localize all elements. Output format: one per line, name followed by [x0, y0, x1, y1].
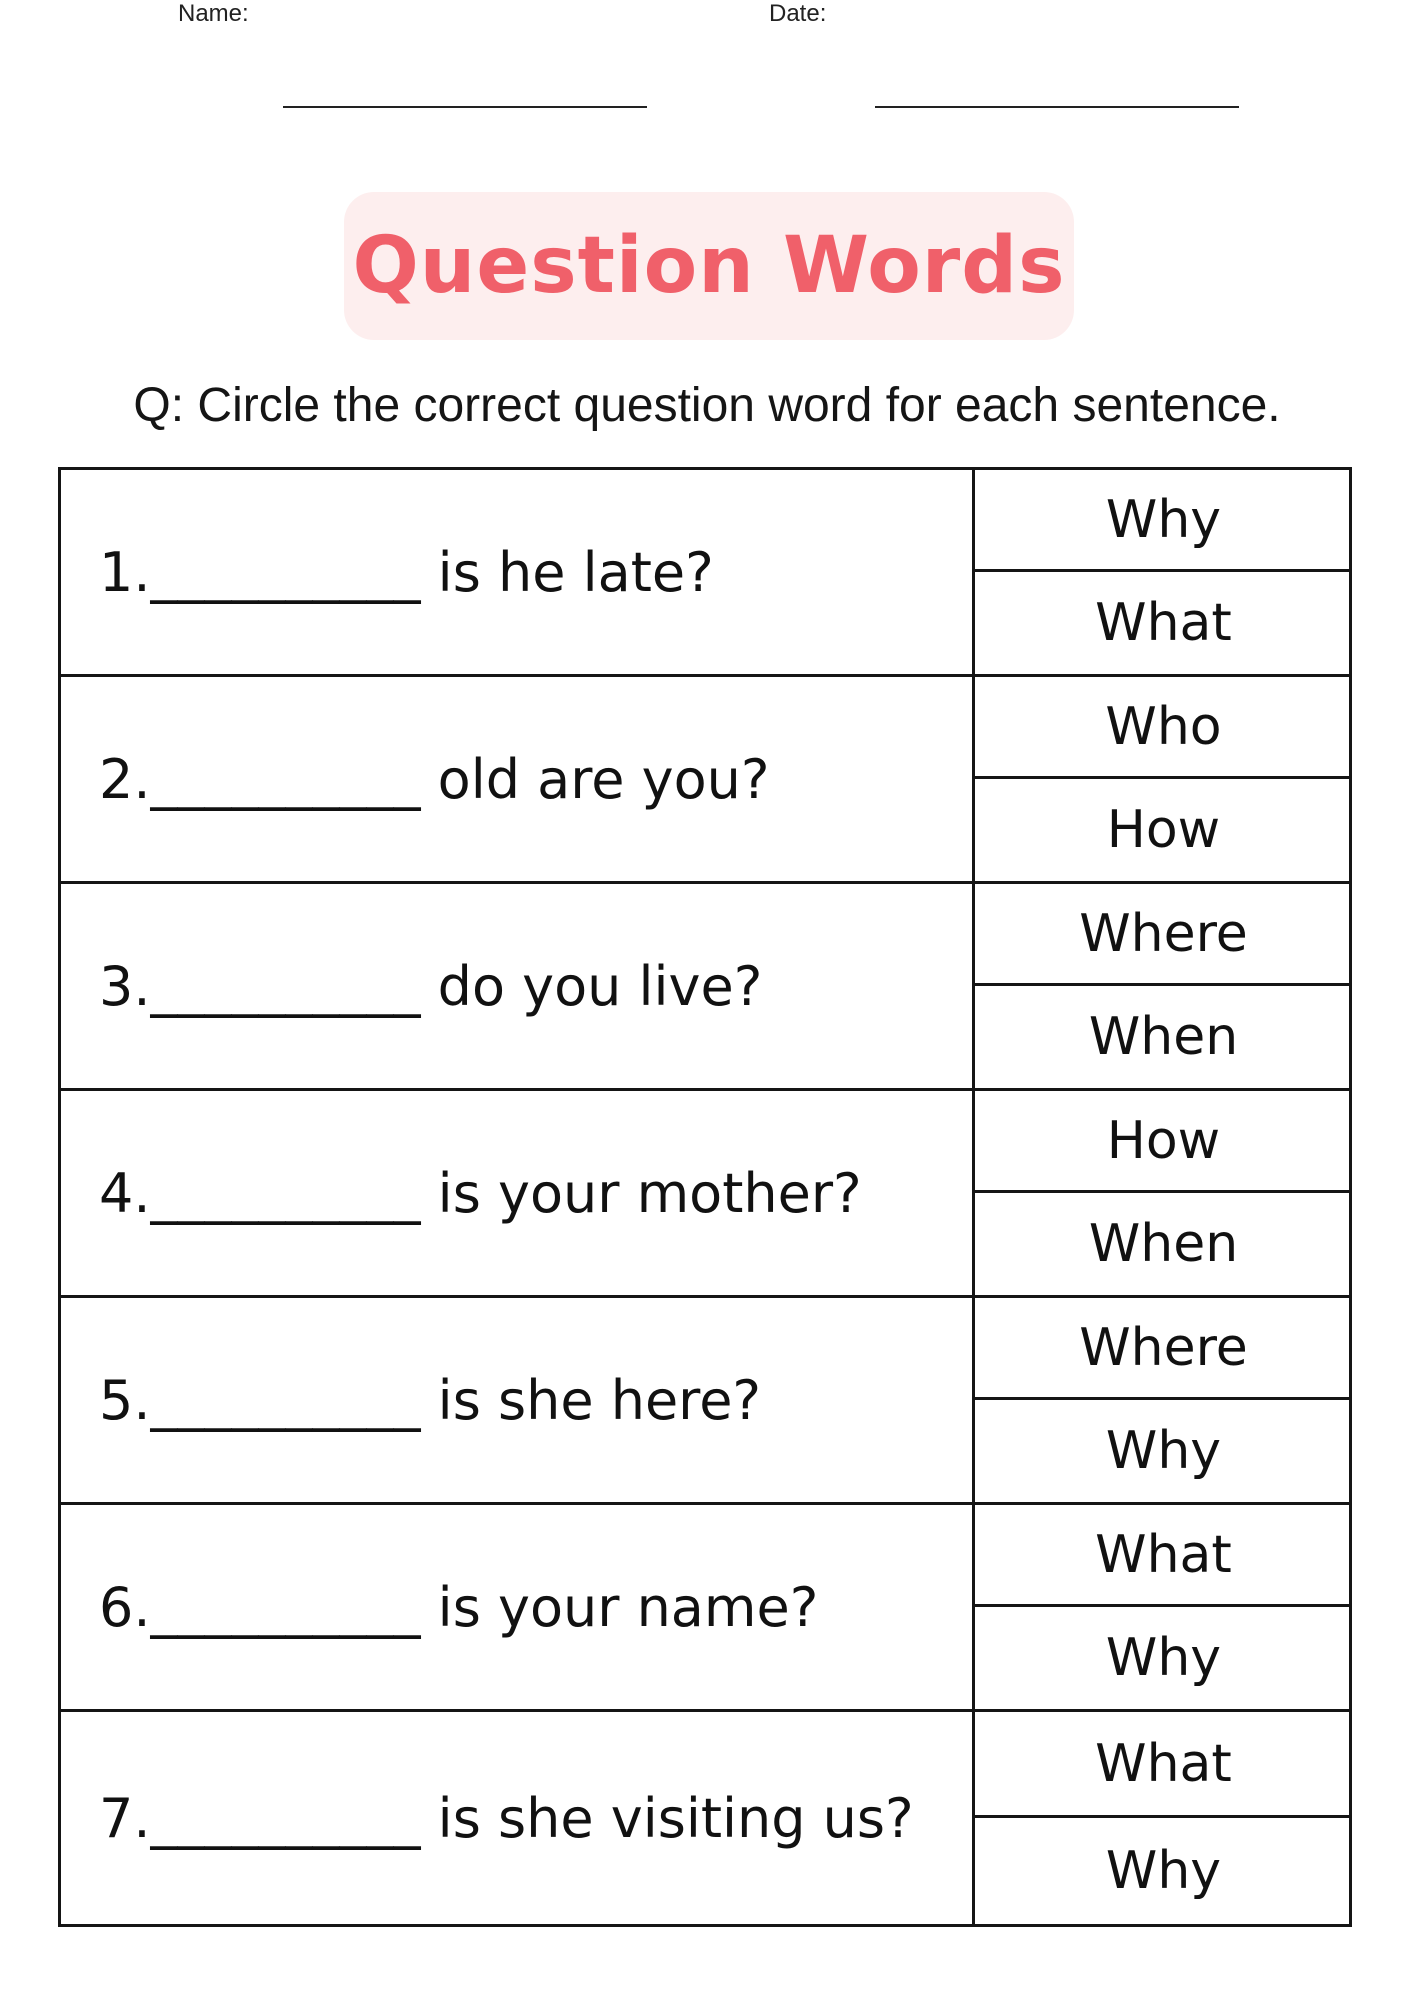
choice-column: [972, 884, 1352, 1088]
question-text: 7.__________ is she visiting us?: [99, 1786, 914, 1850]
choice-option[interactable]: Where: [975, 884, 1352, 986]
choice-column: [972, 1712, 1352, 1924]
choice-option[interactable]: What: [975, 1712, 1352, 1818]
page-title: Question Words: [352, 221, 1066, 311]
choice-option[interactable]: Why: [1105, 1841, 1222, 1901]
choice-option[interactable]: When: [1088, 1214, 1239, 1274]
choice-option[interactable]: Where: [975, 1298, 1352, 1400]
question-row: [61, 1505, 1349, 1712]
choice-column: [972, 1298, 1352, 1502]
question-table: [58, 467, 1352, 1927]
name-label: Name:: [178, 0, 249, 27]
choice-option[interactable]: What: [1095, 593, 1232, 653]
question-row: [61, 1298, 1349, 1505]
choice-option[interactable]: Who: [975, 677, 1352, 779]
instruction-text: Q: Circle the correct question word for each sentence.: [133, 379, 1281, 432]
question-text: 5.__________ is she here?: [99, 1368, 762, 1432]
question-row: [61, 1712, 1349, 1924]
name-line[interactable]: [283, 106, 647, 108]
date-line[interactable]: [875, 106, 1239, 108]
question-row: [61, 677, 1349, 884]
question-text: 1.__________ is he late?: [99, 540, 714, 604]
choice-option[interactable]: Why: [1105, 1421, 1222, 1481]
choice-column: [972, 470, 1352, 674]
choice-column: [972, 1505, 1352, 1709]
question-row: [61, 884, 1349, 1091]
date-label: Date:: [769, 0, 827, 27]
choice-option[interactable]: Why: [1105, 1628, 1222, 1688]
choice-option[interactable]: How: [1106, 800, 1221, 860]
title-banner: [344, 192, 1074, 340]
question-text: 4.__________ is your mother?: [99, 1161, 862, 1225]
question-row: [61, 470, 1349, 677]
question-row: [61, 1091, 1349, 1298]
choice-option[interactable]: Why: [975, 470, 1352, 572]
choice-option[interactable]: What: [975, 1505, 1352, 1607]
question-text: 2.__________ old are you?: [99, 747, 770, 811]
choice-option[interactable]: How: [975, 1091, 1352, 1193]
choice-column: [972, 1091, 1352, 1295]
question-text: 3.__________ do you live?: [99, 954, 763, 1018]
choice-option[interactable]: When: [1088, 1007, 1239, 1067]
question-text: 6.__________ is your name?: [99, 1575, 819, 1639]
choice-column: [972, 677, 1352, 881]
